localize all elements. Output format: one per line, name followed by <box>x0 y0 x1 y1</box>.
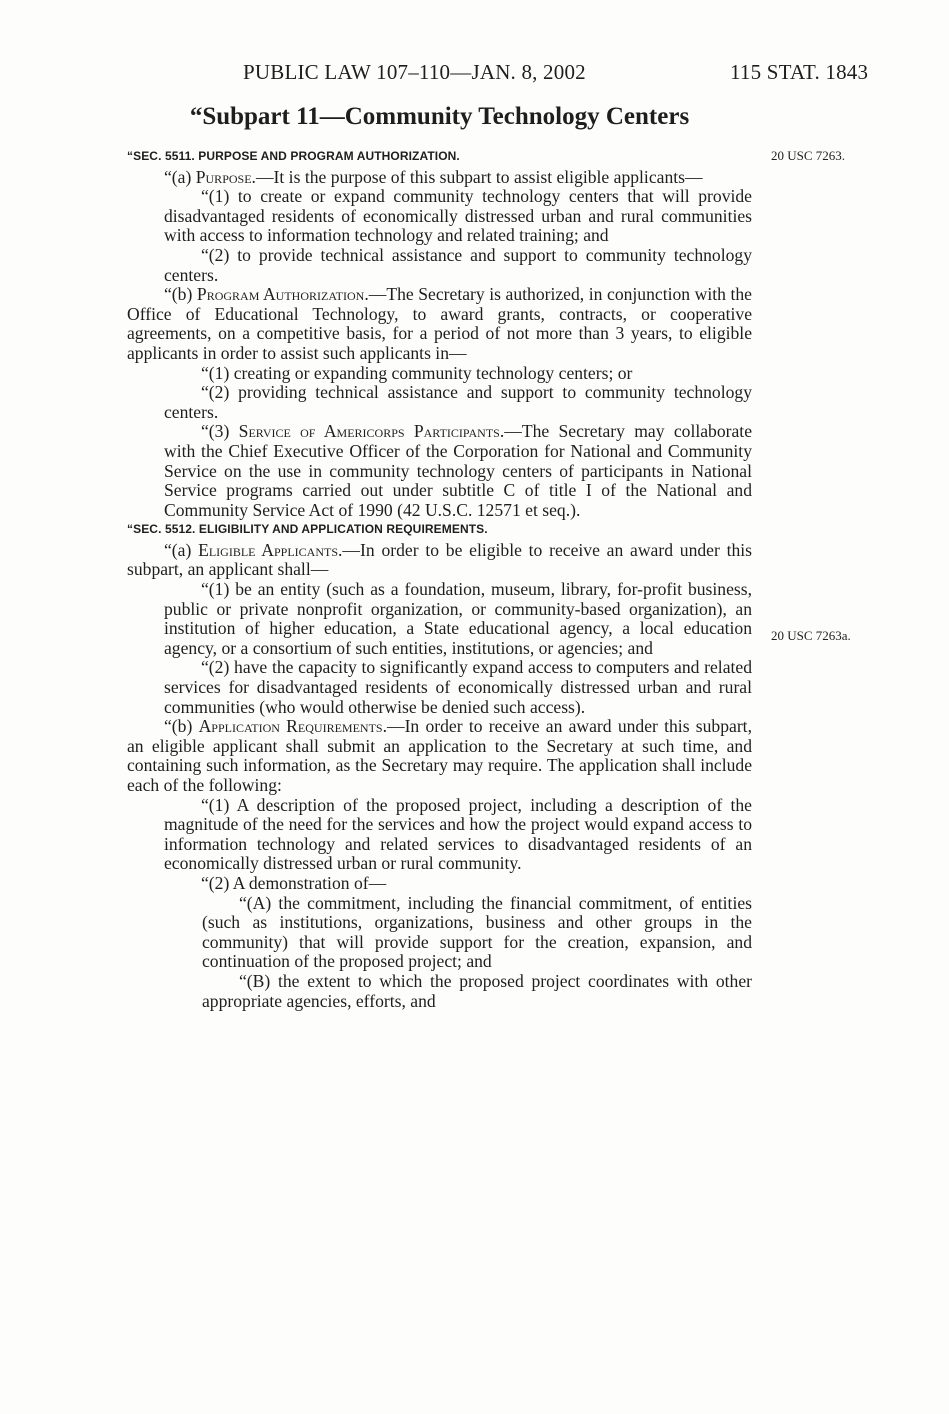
text: .—It is the purpose of this subpart to assist eligible applicants— <box>251 166 703 187</box>
text: .—In order to be eligible to receive an award under this subpart, an applicant shall— <box>127 539 753 580</box>
running-header-right: 115 STAT. 1843 <box>730 60 869 84</box>
section-5511-heading: “SEC. 5511. PURPOSE AND PROGRAM AUTHORIZATION. <box>127 149 460 163</box>
lead: “(b) <box>164 284 197 305</box>
sec5512-a-paragraph-2: “(2) have the capacity to significantly expand access to computers and related services for disadvantaged residents of economically distressed urban and rural communities (who would otherwise be denied such access). <box>164 657 752 717</box>
lead: “(b) <box>164 716 199 737</box>
sec5512-b2-subparagraph-A: “(A) the commitment, including the financial commitment, of entities (such as institutions, organizations, business and other groups in the community) that will provide support for the creation, expansion, and continuation of the proposed project; and <box>202 892 752 972</box>
sec5512-b-paragraph-1: “(1) A description of the proposed project, including a description of the magnitude of the need for the services and how the project would expand access to information technology and related services to disadvantaged residents of an economically distressed urban or rural community. <box>164 794 752 874</box>
caption: Eligible Applicants <box>198 539 339 560</box>
sec5511-b-paragraph-3 <box>127 422 752 520</box>
sec5512-subsection-b <box>127 717 752 795</box>
margin-note-usc-7263a: 20 USC 7263a. <box>771 628 851 643</box>
caption: Program Authorization <box>196 284 365 305</box>
caption: Service of Americorps Participants <box>238 421 500 442</box>
sec5511-a-paragraph-1: “(1) to create or expand community technology centers that will provide disadvantaged residents of economically distressed urban and rural communities with access to information technology and related training; and <box>164 186 752 246</box>
sec5511-subsection-b <box>127 285 752 363</box>
running-header-left: PUBLIC LAW 107–110—JAN. 8, 2002 <box>243 60 586 84</box>
text: .—In order to receive an award under this subpart, an eligible applicant shall submit an application to the Secretary at such time, and containing such information, as the Secretary may require. The application shall include each of the following: <box>127 716 752 795</box>
section-5512-heading: “SEC. 5512. ELIGIBILITY AND APPLICATION REQUIREMENTS. <box>127 522 488 537</box>
caption: Application Requirements <box>198 716 383 737</box>
caption: Purpose <box>195 166 252 187</box>
sec5511-a-paragraph-2: “(2) to provide technical assistance and support to community technology centers. <box>164 244 752 285</box>
margin-note-usc-7263: 20 USC 7263. <box>771 148 846 163</box>
sec5511-b-paragraph-1: “(1) creating or expanding community technology centers; or <box>201 362 633 383</box>
sec5512-b-paragraph-2: “(2) A demonstration of— <box>201 872 387 893</box>
lead: “(a) <box>164 539 199 560</box>
lead: “(3) <box>201 421 239 442</box>
text: .—The Secretary may collaborate with the Chief Executive Officer of the Corporation for National and Community Service on the use in community technology centers of participants in National Service programs carried out under subtitle C of title I of the National and Community Service Act of 1990 (42 U.S.C. 12571 et seq.). <box>164 421 753 520</box>
sec5511-b-paragraph-2: “(2) providing technical assistance and support to community technology centers. <box>164 382 752 422</box>
sec5511-subsection-a <box>127 168 752 188</box>
sec5512-a-paragraph-1: “(1) be an entity (such as a foundation, museum, library, for-profit business, public or private nonprofit organization, or community-based organization), an institution of higher education, a State educational agency, a local education agency, or a consortium of such entities, institutions, or agencies; and <box>164 579 752 658</box>
lead: “(a) <box>164 166 196 187</box>
sec5512-subsection-a <box>127 541 752 580</box>
sec5512-b2-subparagraph-B: “(B) the extent to which the proposed project coordinates with other appropriate agencies, efforts, and <box>202 970 752 1011</box>
text: .—The Secretary is authorized, in conjunction with the Office of Educational Technology, to award grants, contracts, or cooperative agreements, on a competitive basis, for a period of not more than 3 years, to eligible applicants in order to assist such applicants in— <box>127 284 752 363</box>
subpart-title: “Subpart 11—Community Technology Centers <box>189 103 690 130</box>
body-text <box>127 147 752 1011</box>
